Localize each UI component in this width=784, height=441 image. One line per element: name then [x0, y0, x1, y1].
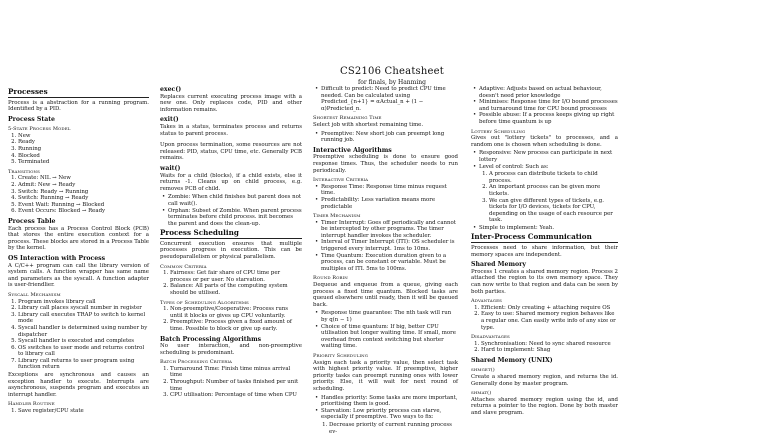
column-2: [160, 86, 302, 400]
subheading: Interactive Algorithms: [313, 146, 392, 154]
types-list: [160, 306, 302, 332]
list-item: 1. Create: NIL → New: [18, 175, 149, 182]
section-heading: Processes: [8, 88, 149, 98]
list-item: 4. Switch: Running → Ready: [18, 195, 149, 202]
list-item: 4. Syscall handler is determined using number by dispatcher: [18, 325, 149, 338]
interactive-criteria-list: [313, 184, 458, 210]
mlfq-list: [471, 86, 618, 126]
list-item: 4. Blocked: [18, 153, 149, 160]
handler-list: [8, 408, 149, 415]
list-item: • Simple to implement: Yeah.: [479, 225, 618, 232]
list-item: 2. Hard to implement: Shag: [481, 347, 618, 354]
list-item: • Starvation: Low priority process can starve, especially if preemptive. Two ways to fix:: [321, 408, 458, 421]
syscall-list: [8, 299, 149, 372]
sheet-subtitle: for finals, by Hanming: [358, 79, 426, 86]
list-item: 2. Admit: New → Ready: [18, 182, 149, 189]
minor-heading: Advantages: [471, 298, 502, 305]
minor-heading: Batch Processing Criteria: [160, 359, 233, 366]
list-item: 3. We can give different types of tickets, e.g. tickets for I/O devices, tickets for CPU, depending on the usage of each resource per task.: [489, 198, 618, 224]
state-list: [8, 133, 149, 166]
lottery-list: [471, 150, 618, 170]
difficulty-list: [313, 86, 458, 112]
list-item: • Level of control: Such as:: [479, 164, 618, 171]
list-item: 2. Preemptive: Process given a fixed amount of time. Possible to block or give up early.: [170, 319, 302, 332]
list-item: • Orphan: Subset of Zombie. When parent process terminates before child process. init becomes the parent and does the clean-up.: [168, 208, 302, 228]
list-item: 2. Balance: All parts of the computing system should be utilised.: [170, 283, 302, 296]
subheading: exec(): [160, 86, 182, 93]
column-1: [8, 86, 149, 416]
list-item: 2. An important process can be given more tickets.: [489, 184, 618, 197]
subheading: wait(): [160, 164, 181, 172]
list-item: • Response Time: Response time minus request time.: [321, 184, 458, 197]
paragraph: Replaces current executing process image with a new one. Only replaces code, PID and other information remains.: [160, 93, 302, 113]
list-item: • Adaptive: Adjusts based on actual behaviour, doesn't need prior knowledge: [479, 86, 618, 99]
paragraph: Gives out "lottery tickets" to processes, and a random one is chosen when scheduling is done.: [471, 135, 618, 148]
list-item: • Responsive: New process can participate in next lottery: [479, 150, 618, 163]
section-heading: Inter-Process Communication: [471, 233, 618, 243]
list-item: 6. Event Occurs: Blocked → Ready: [18, 208, 149, 215]
minor-heading: Timer Mechanism: [313, 213, 361, 220]
paragraph: Takes in a status, terminates process and returns status to parent process.: [160, 123, 302, 137]
minor-heading: shmat(): [471, 390, 492, 397]
list-item: • Time Quantum: Execution duration given to a process, can be constant or variable. Must be multiples of ITI. 5ms to 100ms.: [321, 253, 458, 273]
minor-heading: Disadvantages: [471, 334, 510, 341]
subheading: Shared Memory (UNIX): [471, 356, 553, 364]
column-3: [313, 86, 458, 436]
subheading: Process State: [8, 115, 55, 123]
paragraph: Assign each task a priority value, then select task with highest priority value. If preemptive, higher priority tasks can preempt running ones with lower priority. Else, it will wait for next round of scheduling.: [313, 359, 458, 392]
minor-heading: Transitions: [8, 168, 40, 175]
list-item: 1. Fairness: Get fair share of CPU time per process or per user. No starvation.: [170, 270, 302, 283]
control-list: [471, 171, 618, 224]
subheading: OS Interaction with Process: [8, 254, 106, 262]
section-heading: Process Scheduling: [160, 229, 302, 239]
list-item: • Response time guarantee: The nth task will run by q(n − 1): [321, 310, 458, 323]
list-item: • Timer Interrupt: Goes off periodically and cannot be intercepted by other programs. The timer interrupt handler invokes the scheduler.: [321, 220, 458, 240]
paragraph: Waits for a child (blocks), if a child exists, else it returns -1. Cleans up on child process, e.g. removes PCB of child.: [160, 172, 302, 192]
simple-list: [471, 225, 618, 232]
minor-heading: Lottery Scheduling: [471, 128, 526, 135]
list-item: • Possible abuse: If a process keeps giving up right before time quantum is up: [479, 112, 618, 125]
round-robin-list: [313, 310, 458, 350]
batch-criteria-list: [160, 366, 302, 399]
list-item: • Difficult to predict: Need to predict CPU time needed. Can be calculated using Predicted_{n+1} = αActual_n + (1 − α)Predicted_n.: [321, 86, 458, 112]
list-item: • Handles priority: Some tasks are more important, prioritising them is good.: [321, 395, 458, 408]
transition-list: [8, 175, 149, 215]
minor-heading: shmget(): [471, 367, 495, 374]
list-item: 5. Terminated: [18, 159, 149, 166]
list-item: • Preemptive: New short job can preempt long running job.: [321, 131, 458, 144]
priority-list: [313, 395, 458, 421]
list-item: 1. Turnaround Time: Finish time minus arrival time: [170, 366, 302, 379]
list-item: • Choice of time quantum: If big, better CPU utilisation but longer waiting time. If small, more overhead from context switching but shorter waiting time.: [321, 324, 458, 350]
list-item: 3. Library call executes TRAP to switch to kernel mode: [18, 312, 149, 325]
criteria-list: [160, 270, 302, 296]
minor-heading: Interactive Criteria: [313, 177, 369, 184]
paragraph: Select job with shortest remaining time.: [313, 121, 424, 128]
timer-list: [313, 220, 458, 273]
paragraph: Upon process termination, some resources are not released: PID, status, CPU time, etc. Generally PCB remains.: [160, 142, 302, 162]
list-item: 2. Library call places syscall number in register: [18, 305, 149, 312]
paragraph: Each process has a Process Control Block (PCB) that stores the entire execution context for a process. These blocks are stored in a Process Table by the kernel.: [8, 225, 149, 252]
subheading: Batch Processing Algorithms: [160, 335, 262, 343]
sheet-title: CS2106 Cheatsheet: [340, 66, 444, 77]
list-item: 1. Non-preemptive/Cooperative: Process runs until it blocks or gives up CPU voluntarily.: [170, 306, 302, 319]
list-item: 1. Program invokes library call: [18, 299, 149, 306]
list-item: 1. Decrease priority of current running process ev-: [329, 422, 458, 435]
paragraph: Create a shared memory region, and returns the id. Generally done by master program.: [471, 374, 618, 387]
list-item: • Minimises: Response time for I/O bound processes and turnaround time for CPU bound processes: [479, 99, 618, 112]
list-item: 5. Syscall handler is executed and completes: [18, 338, 149, 345]
paragraph: Processes need to share information, but their memory spaces are independent.: [471, 244, 618, 258]
list-item: 2. Ready: [18, 139, 149, 146]
list-item: 3. Switch: Ready → Running: [18, 189, 149, 196]
paragraph: Concurrent execution ensures that multiple processes progress in execution. This can be pseudoparallelism or physical parallelism.: [160, 240, 302, 260]
minor-heading: Priority Scheduling: [313, 352, 369, 359]
paragraph: Process 1 creates a shared memory region. Process 2 attached the region to its own memory space. They can now write to that region and data can be seen by both parties.: [471, 268, 618, 295]
list-item: 1. New: [18, 133, 149, 140]
minor-heading: Shortest Remaining Time: [313, 115, 382, 122]
minor-heading: Common Criteria: [160, 263, 207, 270]
list-item: 6. OS switches to user mode and returns control to library call: [18, 345, 149, 358]
list-item: 1. Synchronisation: Need to sync shared resource: [481, 341, 618, 348]
list-item: • Interval of Timer Interrupt (ITI): OS scheduler is triggered every interrupt. 1ms to 10ms.: [321, 239, 458, 252]
paragraph: A C/C++ program can call the library version of system calls. A function wrapper has same name and parameters as the syscall. A function adapter is user-friendlier.: [8, 262, 149, 289]
minor-heading: Round Robin: [313, 275, 348, 282]
zombie-list: [160, 194, 302, 227]
minor-heading: Syscall Mechanism: [8, 291, 61, 298]
paragraph: No user interaction, and non-preemptive scheduling is predominant.: [160, 343, 302, 356]
subheading: Process Table: [8, 218, 56, 225]
list-item: 3. Running: [18, 146, 149, 153]
subheading: exit(): [160, 116, 179, 124]
paragraph: Attaches shared memory region using the id, and returns a pointer to the region. Done by both master and slave program.: [471, 396, 618, 417]
starvation-list: [313, 422, 458, 435]
list-item: • Predictability: Less variation means more predictable: [321, 197, 458, 210]
subheading: Shared Memory: [471, 261, 526, 269]
paragraph: Exceptions are synchronous and causes an exception handler to execute. Interrupts are asynchronous, suspends program and executes an interrupt handler.: [8, 372, 149, 398]
list-item: 7. Library call returns to user program using function return: [18, 358, 149, 371]
minor-heading: Types of Scheduling Algorithms: [160, 299, 249, 306]
list-item: 5. Event Wait: Running → Blocked: [18, 202, 149, 209]
list-item: • Zombie: When child finishes but parent does not call wait().: [168, 194, 302, 207]
list-item: 1. Efficient: Only creating + attaching require OS: [481, 305, 618, 312]
advantages-list: [471, 305, 618, 331]
list-item: 2. Throughput: Number of tasks finished per unit time: [170, 379, 302, 392]
column-4: [471, 86, 618, 419]
paragraph: Preemptive scheduling is done to ensure good response times. Thus, the scheduler needs to run periodically.: [313, 154, 458, 174]
disadvantages-list: [471, 341, 618, 354]
minor-heading: 5-State Process Model: [8, 126, 71, 133]
list-item: 1. A process can distribute tickets to child process.: [489, 171, 618, 184]
list-item: 3. CPU utilisation: Percentage of time when CPU: [170, 392, 302, 399]
list-item: 2. Easy to use: Shared memory region behaves like a regular one. Can easily write info of any size or type.: [481, 311, 618, 331]
minor-heading: Handler Routine: [8, 401, 55, 408]
paragraph: Dequeue and enqueue from a queue, giving each process a fixed time quantum. Blocked tasks are queued elsewhere until ready, then it will be queued back.: [313, 282, 458, 308]
paragraph: Process is a abstraction for a running program. Identified by a PID.: [8, 99, 149, 113]
srt-list: [313, 131, 458, 144]
list-item: 1. Save register/CPU state: [18, 408, 149, 415]
